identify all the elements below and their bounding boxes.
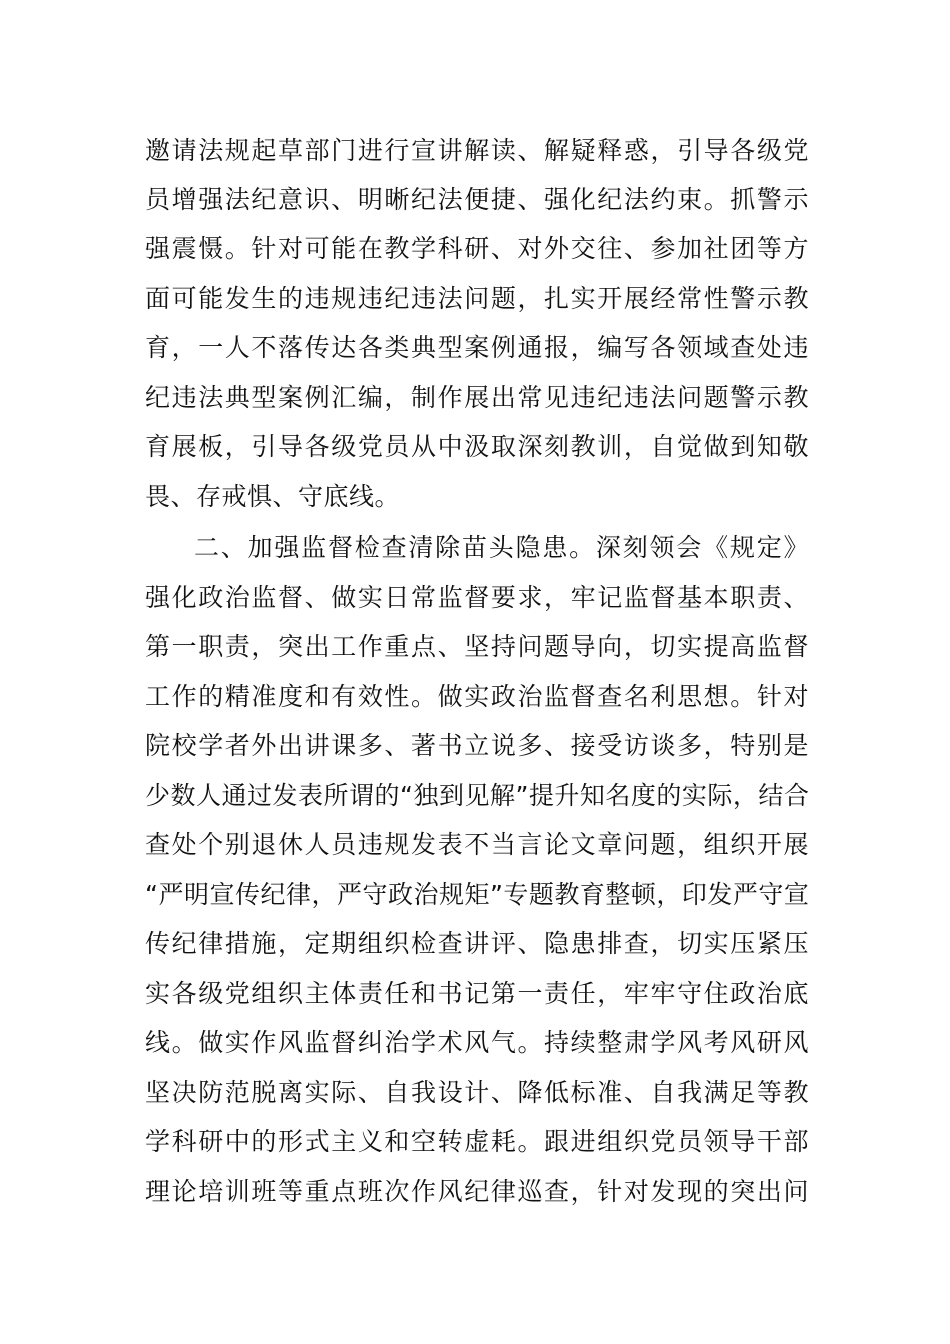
text-line: 员增强法纪意识、明晰纪法便捷、强化纪法约束。抓警示	[145, 185, 809, 214]
text-line: 少数人通过发表所谓的“独到见解”提升知名度的实际，结合	[145, 781, 810, 810]
text-line: 坚决防范脱离实际、自我设计、降低标准、自我满足等教	[145, 1078, 809, 1107]
text-line: 工作的精准度和有效性。做实政治监督查名利思想。针对	[145, 682, 809, 711]
text-line: 育展板，引导各级党员从中汲取深刻教训，自觉做到知敬	[145, 432, 809, 461]
text-line: 学科研中的形式主义和空转虚耗。跟进组织党员领导干部	[145, 1127, 809, 1156]
text-line: 院校学者外出讲课多、著书立说多、接受访谈多，特别是	[145, 731, 809, 760]
text-line: 纪违法典型案例汇编，制作展出常见违纪违法问题警示教	[145, 383, 809, 412]
text-line: 传纪律措施，定期组织检查讲评、隐患排查，切实压紧压	[145, 929, 809, 958]
text-line: 强震慑。针对可能在教学科研、对外交往、参加社团等方	[145, 234, 809, 263]
paragraph-heading-line: 二、加强监督检查清除苗头隐患。深刻领会《规定》	[194, 533, 809, 562]
text-line: 第一职责，突出工作重点、坚持问题导向，切实提高监督	[145, 632, 809, 661]
text-line: 面可能发生的违规违纪违法问题，扎实开展经常性警示教	[145, 284, 809, 313]
text-line: 畏、存戒惧、守底线。	[145, 482, 401, 511]
text-line: 育，一人不落传达各类典型案例通报，编写各领域查处违	[145, 333, 809, 362]
text-line: 线。做实作风监督纠治学术风气。持续整肃学风考风研风	[145, 1028, 809, 1057]
text-line: 查处个别退休人员违规发表不当言论文章问题，组织开展	[145, 830, 809, 859]
text-line: 邀请法规起草部门进行宣讲解读、解疑释惑，引导各级党	[145, 136, 809, 165]
text-line: “严明宣传纪律，严守政治规矩”专题教育整顿，印发严守宣	[145, 880, 810, 909]
text-line: 理论培训班等重点班次作风纪律巡查，针对发现的突出问	[145, 1177, 809, 1206]
text-line: 强化政治监督、做实日常监督要求，牢记监督基本职责、	[145, 583, 809, 612]
text-line: 实各级党组织主体责任和书记第一责任，牢牢守住政治底	[145, 979, 809, 1008]
